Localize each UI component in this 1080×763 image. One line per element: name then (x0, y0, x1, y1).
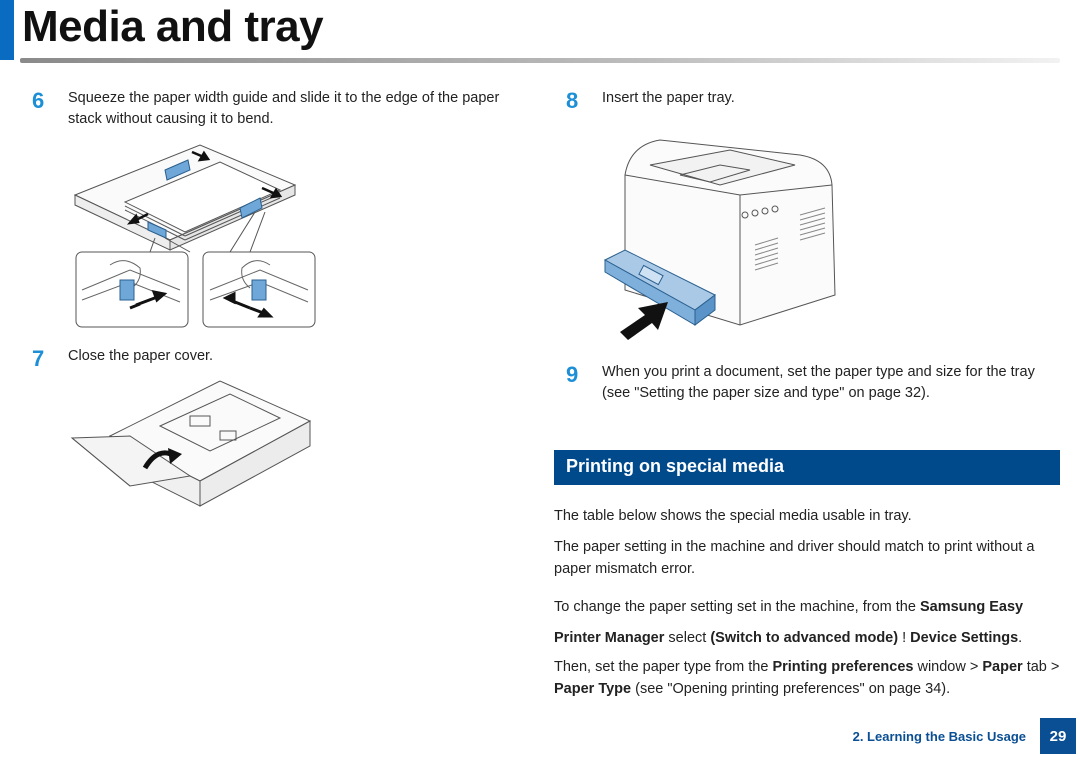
section-heading: Printing on special media (554, 450, 1060, 485)
step-text: Squeeze the paper width guide and slide it to the edge of the paper stack without causing it to bend. (68, 90, 500, 127)
step-number: 6 (32, 88, 45, 113)
paper-tab-emphasis: Paper (982, 659, 1023, 675)
chapter-footer-label: 2. Learning the Basic Usage (852, 729, 1026, 744)
step-6 (32, 88, 532, 132)
advanced-mode-emphasis: (Switch to advanced mode) (710, 630, 899, 646)
title-underline (20, 58, 1060, 63)
text-segment: window > (913, 659, 983, 675)
step-7 (32, 346, 532, 370)
step-9 (566, 362, 1060, 406)
page-number: 29 (1040, 718, 1076, 754)
text-segment: . (1018, 630, 1023, 646)
step-number: 9 (566, 362, 579, 387)
text-segment: tab > (1022, 659, 1060, 675)
insert-tray-illustration (600, 120, 840, 345)
step-number: 7 (32, 346, 45, 371)
text-segment: select (664, 630, 711, 646)
text-segment: To change the paper setting set in the machine, from the (554, 599, 920, 615)
text-segment: (see "Opening printing preferences" on page 34). (631, 681, 951, 697)
step-text: Close the paper cover. (68, 348, 214, 364)
step-text: Insert the paper tray. (602, 90, 735, 106)
paragraph-special-media: The table below shows the special media usable in tray. (554, 508, 912, 524)
app-name-emphasis: Samsung Easy Printer Manager (554, 599, 1024, 646)
width-guide-illustration (70, 140, 320, 330)
device-settings-emphasis: Device Settings (910, 630, 1019, 646)
text-segment: Then, set the paper type from the (554, 659, 773, 675)
paper-cover-illustration (70, 376, 315, 521)
paragraph-paper-type (554, 656, 1060, 700)
paragraph-paper-setting: The paper setting in the machine and driver should match to print without a paper mismatch error. (554, 539, 1035, 577)
step-text: When you print a document, set the paper type and size for the tray (see "Setting the paper size and type" on page 32). (602, 364, 1035, 401)
paragraph-change-setting (554, 592, 1060, 654)
paper-type-emphasis: Paper Type (554, 681, 632, 697)
step-8 (566, 88, 1060, 112)
title-accent-bar (0, 0, 14, 60)
step-number: 8 (566, 88, 579, 113)
text-segment: ! (898, 630, 911, 646)
printing-preferences-emphasis: Printing preferences (772, 659, 914, 675)
page-title: Media and tray (22, 2, 324, 51)
